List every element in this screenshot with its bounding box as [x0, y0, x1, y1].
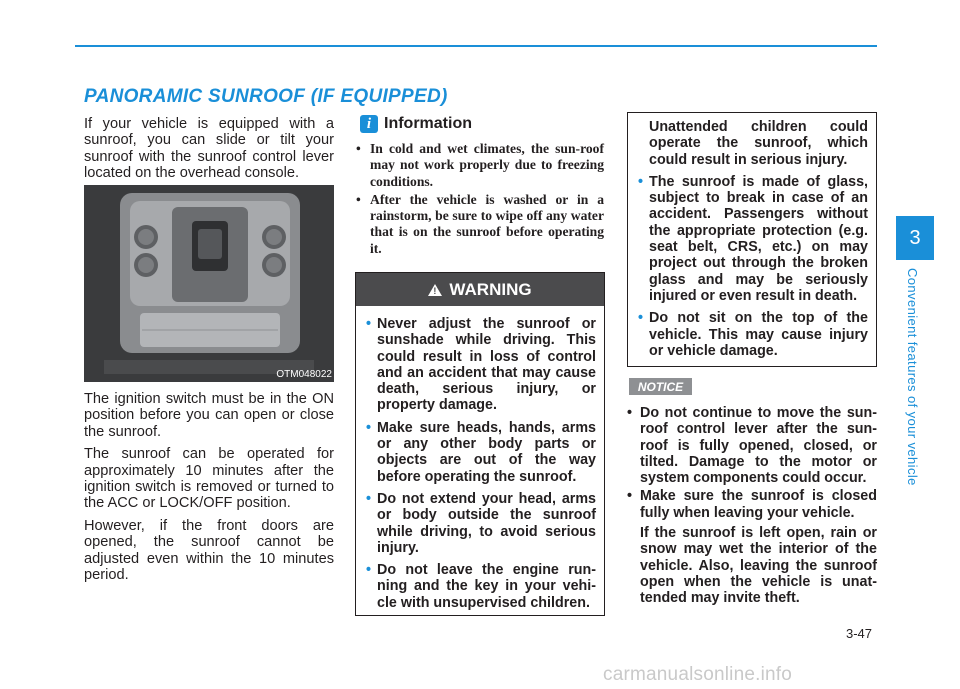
chapter-tab: 3	[896, 216, 934, 260]
chapter-title: Convenient features of your vehicle	[905, 268, 920, 486]
notice-paragraph: If the sunroof is left open, rain or snow may wet the interior of the vehicle. Also, leaving the sunroof open when the vehicle is unat-tended may invite theft.	[640, 525, 877, 607]
info-icon: i	[360, 115, 378, 133]
warning-continued-text: Unattended children could operate the sunroof, which could result in serious injury.	[649, 119, 868, 168]
intro-text	[84, 116, 334, 182]
list-item: • Do not extend your head, arms or body outside the sunroof while driving, to avoid serious injury.	[366, 490, 596, 556]
information-list	[356, 141, 604, 259]
notice-badge: NOTICE	[629, 378, 692, 395]
list-item: • In cold and wet climates, the sun-roof may not work properly due to freezing conditions.	[356, 141, 604, 189]
list-item: • Do not continue to move the sun-roof control lever after the sun-roof is fully opened, closed, or tilted. Damage to the motor or system components could occur.	[627, 405, 877, 487]
photo-code: OTM048022	[276, 369, 332, 380]
section-title: PANORAMIC SUNROOF (IF EQUIPPED)	[84, 86, 448, 107]
list-item: • After the vehicle is washed or in a rainstorm, be sure to wipe off any water that is on the sunroof before operating it.	[356, 191, 604, 256]
list-item: • Do not sit on the top of the vehicle. This may cause injury or vehicle damage.	[638, 310, 868, 359]
warning-triangle-icon: !	[428, 284, 442, 296]
warning-continued-box	[627, 112, 877, 367]
chapter-side-title	[904, 268, 924, 498]
list-item: • Never adjust the sunroof or sunshade while driving. This could result in loss of control and an accident that may cause death, serious injury, or property damage.	[366, 316, 596, 414]
warning-header	[356, 273, 604, 306]
information-title: Information	[384, 115, 472, 132]
list-item: • The sunroof is made of glass, subject to break in case of an accident. Passengers without the appropriate protection (e.g. seat belt, CRS, etc.) on may project out through the broken glass and may be seriously injured or even result in death.	[638, 173, 868, 304]
list-item: • Make sure the sunroof is closed fully when leaving your vehicle.	[627, 488, 877, 521]
top-rule	[75, 45, 877, 47]
paragraph: The sunroof can be operated for approximately 10 minutes after the ignition switch is removed or turned to the ACC or LOCK/OFF position.	[84, 446, 334, 512]
warning-title: WARNING	[449, 279, 532, 299]
ignition-text	[84, 391, 334, 589]
list-item: • Do not leave the engine run-ning and the key in your vehi-cle with unsupervised children.	[366, 562, 596, 611]
page-number: 3-47	[846, 626, 873, 641]
watermark: carmanualsonline.info	[603, 664, 793, 685]
paragraph: The ignition switch must be in the ON position before you can open or close the sunroof.	[84, 391, 334, 440]
notice-list	[627, 405, 877, 607]
list-item: • Make sure heads, hands, arms or any other body parts or objects are out of the way before operating the sunroof.	[366, 419, 596, 485]
warning-box	[355, 272, 605, 616]
paragraph: However, if the front doors are opened, the sunroof cannot be adjusted even within the 10 minutes period.	[84, 517, 334, 584]
console-illustration	[84, 185, 334, 382]
overhead-console-photo	[84, 185, 334, 382]
warning-list	[356, 306, 604, 611]
intro-paragraph: If your vehicle is equipped with a sunroof, you can slide or tilt your sunroof with the sunroof control lever located on the overhead console.	[84, 116, 334, 182]
information-header	[360, 115, 472, 133]
